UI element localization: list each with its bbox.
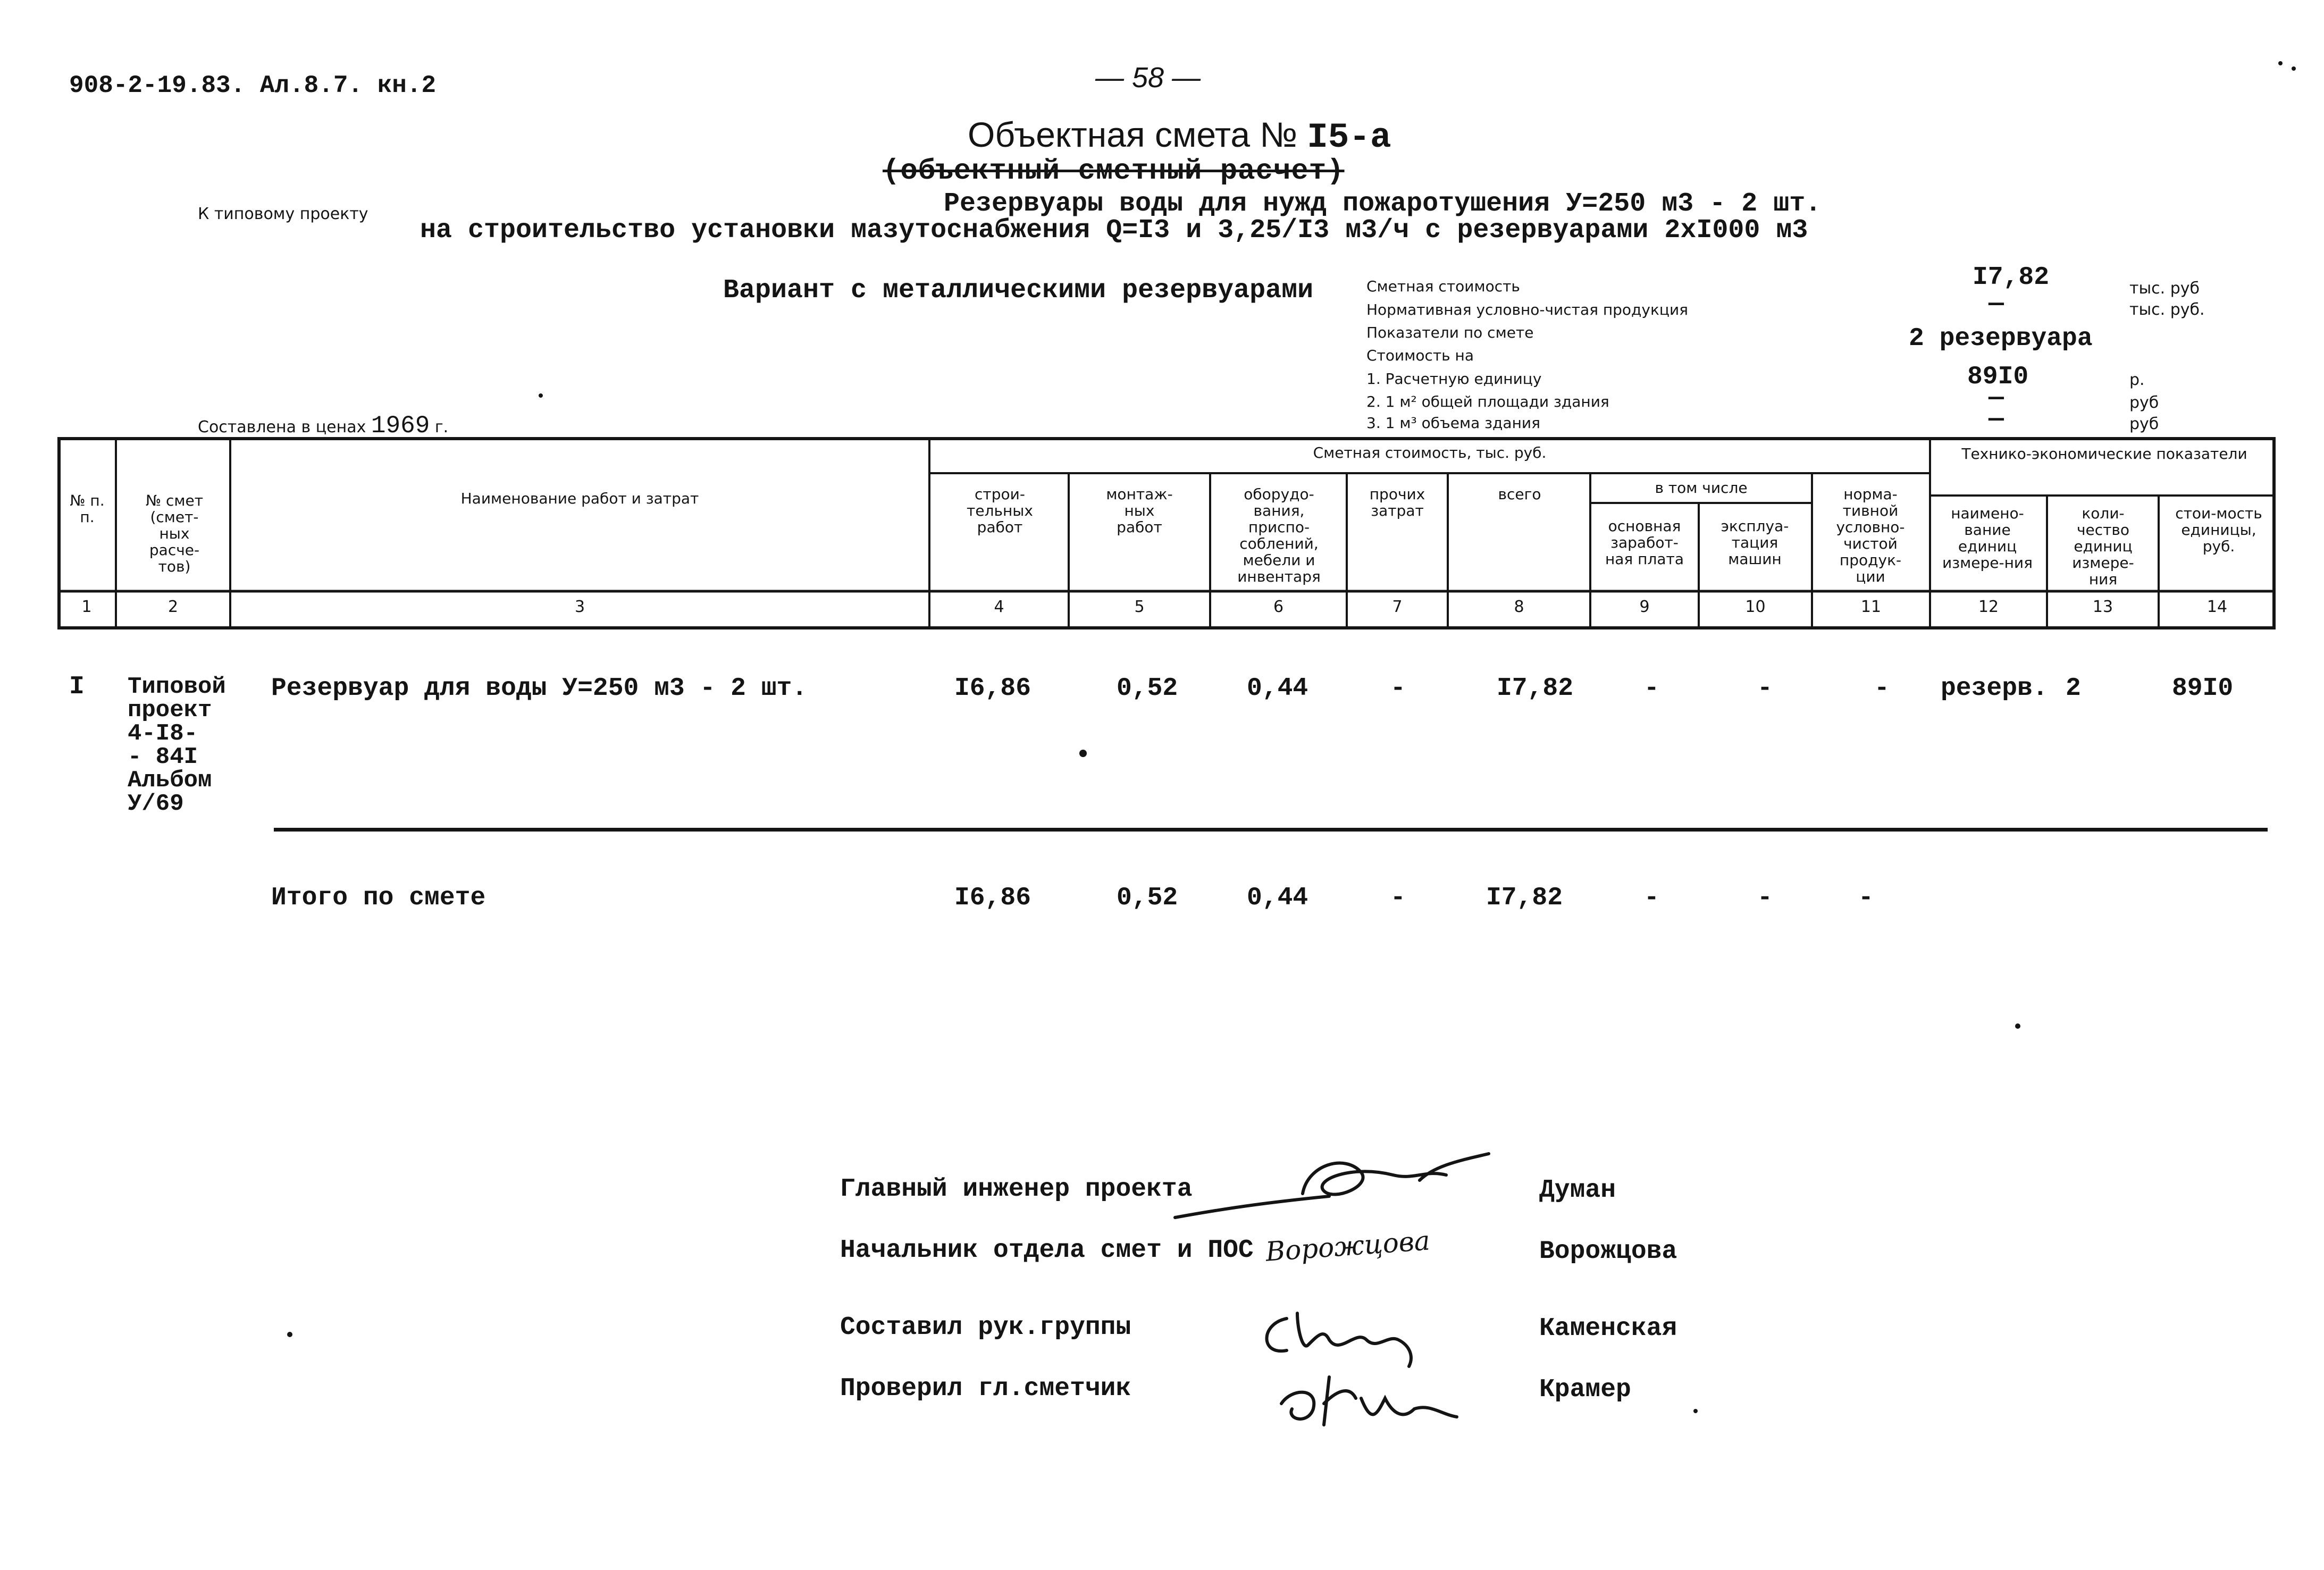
row-total: I7,82 xyxy=(1497,674,1574,703)
row-unit-name: резерв. xyxy=(1941,674,2048,703)
indicator-label-volume: 3. 1 м³ объема здания xyxy=(1366,414,1540,432)
project-label: К типовому проекту xyxy=(198,205,368,223)
row-unit-cost: 89I0 xyxy=(2172,674,2234,703)
col-header-13: коли-чество единиц измере-ния xyxy=(2072,505,2134,588)
row-machines: - xyxy=(1757,674,1773,703)
variant-title: Вариант с металлическими резервуарами xyxy=(723,275,1314,306)
col-header-9: основная заработ-ная плата xyxy=(1605,517,1684,568)
totals-machines: - xyxy=(1757,884,1773,912)
col-number-3: 3 xyxy=(574,598,585,616)
indicator-label-cost-per: Стоимость на xyxy=(1366,347,1474,364)
signature-script-estimates-head: Ворожцова xyxy=(1264,1225,1431,1267)
col-number-5: 5 xyxy=(1134,598,1145,616)
col-number-12: 12 xyxy=(1978,598,1999,616)
col-number-13: 13 xyxy=(2092,598,2113,616)
col-number-2: 2 xyxy=(167,598,179,616)
scan-speck xyxy=(1693,1409,1698,1413)
col-header-3: Наименование работ и затрат xyxy=(460,490,699,507)
row-net-product: - xyxy=(1874,674,1890,703)
scan-speck xyxy=(287,1332,292,1337)
row-name: Резервуар для воды У=250 м3 - 2 шт. xyxy=(271,674,808,703)
totals-wages: - xyxy=(1644,884,1659,912)
signature-scrawl-checker xyxy=(1271,1366,1462,1435)
indicator-unit-volume: руб xyxy=(2129,415,2159,433)
indicator-value-net-product: — xyxy=(1989,290,2004,318)
signature-scrawl-group-lead xyxy=(1249,1297,1441,1372)
separator-rule xyxy=(274,828,2268,832)
totals-label: Итого по смете xyxy=(271,884,486,912)
group-header-cost: Сметная стоимость, тыс. руб. xyxy=(1313,444,1547,461)
signature-role-chief-engineer: Главный инженер проекта xyxy=(840,1175,1193,1204)
totals-net-product: - xyxy=(1858,884,1874,912)
indicator-unit-unit: р. xyxy=(2129,371,2145,389)
col-header-11: норма-тивной условно-чистой продук-ции xyxy=(1836,485,1905,585)
group-header-tech-econ: Технико-экономические показатели xyxy=(1961,445,2247,463)
scan-speck xyxy=(1079,750,1087,757)
col-header-1: № п. п. xyxy=(70,492,105,526)
col-header-8: всего xyxy=(1498,485,1541,503)
col-number-8: 8 xyxy=(1514,598,1524,616)
estimate-number: I5-а xyxy=(1307,117,1391,157)
signature-role-estimates-head: Начальник отдела смет и ПОС xyxy=(840,1236,1254,1265)
indicator-value-estimate: 2 резервуара xyxy=(1909,324,2093,353)
col-number-6: 6 xyxy=(1273,598,1284,616)
page-title xyxy=(968,114,1391,157)
col-header-5: монтаж-ных работ xyxy=(1106,485,1173,536)
col-header-4: строи-тельных работ xyxy=(967,485,1033,536)
document-reference: 908-2-19.83. Ал.8.7. кн.2 xyxy=(69,72,437,99)
row-equipment: 0,44 xyxy=(1247,674,1308,703)
col-header-10: эксплуа-тация машин xyxy=(1721,517,1789,568)
signature-scrawl-chief-engineer xyxy=(1170,1143,1499,1228)
scan-speck xyxy=(539,393,543,398)
indicator-label-net-product: Нормативная условно-чистая продукция xyxy=(1366,301,1688,318)
totals-construction: I6,86 xyxy=(954,884,1031,912)
scan-speck xyxy=(2278,61,2283,65)
indicator-value-area: — xyxy=(1989,384,2004,413)
signature-role-checker: Проверил гл.сметчик xyxy=(840,1374,1131,1403)
indicator-label-area: 2. 1 м² общей площади здания xyxy=(1366,393,1609,410)
prices-year: 1969 xyxy=(371,412,430,440)
indicator-value-volume: — xyxy=(1989,405,2004,434)
indicator-label-unit: 1. Расчетную единицу xyxy=(1366,370,1542,388)
indicator-label-cost: Сметная стоимость xyxy=(1366,278,1520,295)
row-construction: I6,86 xyxy=(954,674,1031,703)
col-header-7: прочих затрат xyxy=(1369,485,1425,519)
page-number: — 58 — xyxy=(1095,62,1201,94)
signature-name-chief-engineer: Думан xyxy=(1539,1176,1616,1205)
prices-label: Составлена в ценах xyxy=(198,418,366,436)
title-text: Объектная смета № xyxy=(968,115,1298,154)
col-number-9: 9 xyxy=(1639,598,1650,616)
indicator-value-unit: 89I0 xyxy=(1967,363,2029,391)
row-unit-qty: 2 xyxy=(2066,674,2081,703)
indicator-label-estimate: Показатели по смете xyxy=(1366,324,1534,341)
object-description: Резервуары воды для нужд пожаротушения У=250 м3 - 2 шт. xyxy=(944,189,1822,219)
col-number-7: 7 xyxy=(1392,598,1403,616)
col-number-14: 14 xyxy=(2206,598,2228,616)
signature-role-group-lead: Составил рук.группы xyxy=(840,1313,1131,1342)
col-number-11: 11 xyxy=(1860,598,1882,616)
row-wages: - xyxy=(1644,674,1659,703)
scan-speck xyxy=(2015,1023,2020,1029)
prices-suffix: г. xyxy=(434,418,449,436)
col-number-4: 4 xyxy=(994,598,1004,616)
totals-other: - xyxy=(1390,884,1406,912)
row-reference: Типовой проект 4-I8- - 84I Альбом У/69 xyxy=(128,674,226,817)
totals-installation: 0,52 xyxy=(1117,884,1178,912)
col-header-2: № смет (смет-ных расче-тов) xyxy=(145,492,204,575)
construction-description: на строительство установки мазутоснабжения Q=I3 и 3,25/I3 м3/ч с резервуарами 2хI000 м3 xyxy=(420,215,1808,246)
subtitle-struck: (объектный сметный расчет) xyxy=(883,155,1345,188)
col-header-14: стои-мость единицы, руб. xyxy=(2175,505,2262,555)
col-number-10: 10 xyxy=(1745,598,1766,616)
row-installation: 0,52 xyxy=(1117,674,1178,703)
row-number: I xyxy=(69,673,85,701)
prices-year-line xyxy=(198,412,448,440)
indicator-unit-area: руб xyxy=(2129,393,2159,412)
row-other: - xyxy=(1390,674,1406,703)
totals-equipment: 0,44 xyxy=(1247,884,1308,912)
indicator-unit-cost: тыс. руб xyxy=(2129,279,2200,298)
signature-name-checker: Крамер xyxy=(1539,1375,1631,1404)
estimate-table xyxy=(57,437,2276,629)
col-header-6: оборудо-вания, приспо-соблений, мебели и инвентаря xyxy=(1237,485,1321,585)
col-header-12: наимено-вание единиц измере-ния xyxy=(1942,505,2033,572)
indicator-value-cost: I7,82 xyxy=(1973,263,2050,292)
col-number-1: 1 xyxy=(81,598,92,616)
indicator-unit-net-product: тыс. руб. xyxy=(2129,300,2205,319)
totals-total: I7,82 xyxy=(1486,884,1563,912)
scan-speck xyxy=(2292,66,2296,71)
signature-name-group-lead: Каменская xyxy=(1539,1314,1677,1343)
group-header-including: в том числе xyxy=(1655,479,1748,497)
signature-name-estimates-head: Ворожцова xyxy=(1539,1237,1677,1266)
